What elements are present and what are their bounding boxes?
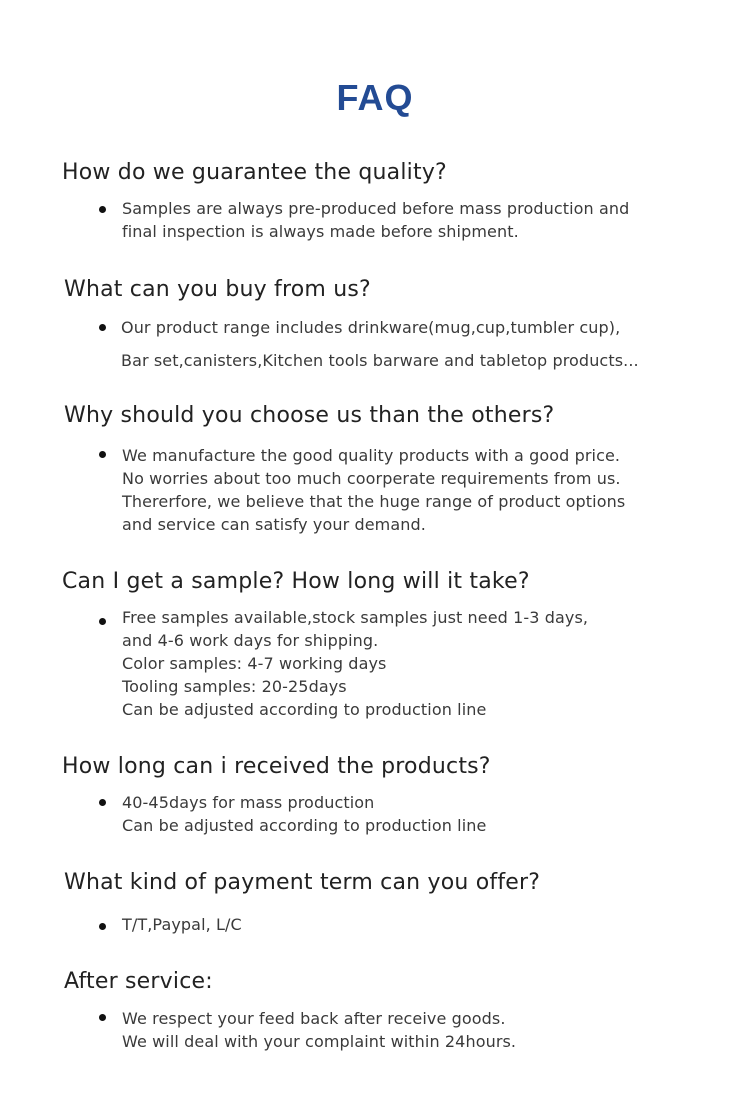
answer-line: Can be adjusted according to production line	[122, 700, 487, 719]
answer-line: Color samples: 4-7 working days	[122, 654, 387, 673]
faq-answer	[121, 311, 639, 377]
answer-line: final inspection is always made before shipment.	[122, 222, 519, 241]
faq-answer	[122, 1007, 516, 1053]
faq-question: Can I get a sample? How long will it take?	[62, 569, 530, 594]
bullet-icon	[99, 324, 106, 331]
answer-line: Thererfore, we believe that the huge range of product options	[122, 492, 626, 511]
faq-answer	[122, 606, 588, 721]
bullet-icon	[99, 618, 106, 625]
answer-line: We will deal with your complaint within 24hours.	[122, 1032, 517, 1051]
bullet-icon	[99, 1014, 106, 1021]
faq-answer	[122, 197, 629, 243]
answer-line: Free samples available,stock samples just need 1-3 days,	[122, 608, 589, 627]
faq-question: What kind of payment term can you offer?	[64, 870, 541, 895]
answer-line: Our product range includes drinkware(mug,cup,tumbler cup),	[121, 318, 621, 337]
page-title: FAQ	[336, 77, 414, 118]
faq-answer	[122, 791, 486, 837]
bullet-icon	[99, 206, 106, 213]
answer-line: and service can satisfy your demand.	[122, 515, 426, 534]
answer-line: T/T,Paypal, L/C	[122, 915, 242, 934]
bullet-icon	[99, 451, 106, 458]
faq-question: After service:	[64, 969, 213, 994]
answer-line: Bar set,canisters,Kitchen tools barware and tabletop products...	[121, 351, 639, 370]
answer-line: Samples are always pre-produced before mass production and	[122, 199, 630, 218]
answer-line: and 4-6 work days for shipping.	[122, 631, 379, 650]
answer-line: 40-45days for mass production	[122, 793, 375, 812]
faq-question: What can you buy from us?	[64, 277, 371, 302]
bullet-icon	[99, 923, 106, 930]
faq-question: How long can i received the products?	[62, 754, 491, 779]
answer-line: Can be adjusted according to production line	[122, 816, 487, 835]
faq-answer	[122, 444, 625, 536]
answer-line: We manufacture the good quality products with a good price.	[122, 446, 621, 465]
answer-line: Tooling samples: 20-25days	[122, 677, 347, 696]
faq-question: How do we guarantee the quality?	[62, 160, 447, 185]
bullet-icon	[99, 799, 106, 806]
answer-line: We respect your feed back after receive goods.	[122, 1009, 506, 1028]
answer-line: No worries about too much coorperate requirements from us.	[122, 469, 621, 488]
faq-answer	[122, 913, 242, 936]
faq-question: Why should you choose us than the others?	[64, 403, 555, 428]
